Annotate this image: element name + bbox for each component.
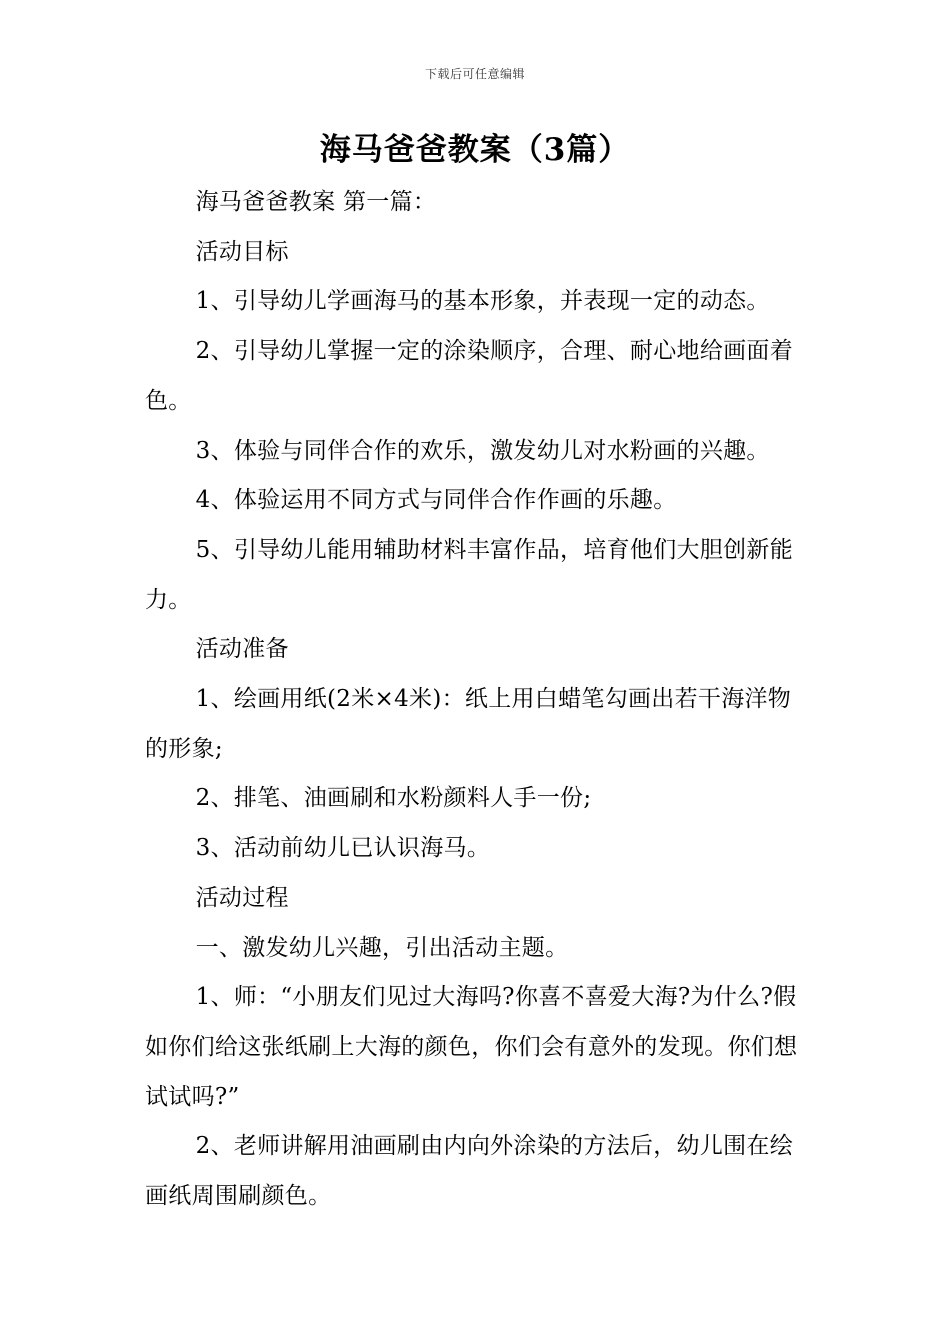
section-heading-process: 活动过程 — [195, 884, 289, 911]
goal-item-5: 5、引导幼儿能用辅助材料丰富作品，培育他们大胆创新能力。 — [145, 536, 794, 613]
process-step-heading-1: 一、激发幼儿兴趣，引出活动主题。 — [195, 934, 569, 961]
section-heading-preparation: 活动准备 — [195, 636, 289, 663]
process-item-1: 1、师：“小朋友们见过大海吗?你喜不喜爱大海?为什么?假如你们给这张纸刷上大海的颜色，你们会有意外的发现。你们想试试吗?” — [145, 984, 798, 1110]
process-item-2: 2、老师讲解用油画刷由内向外涂染的方法后，幼儿围在绘画纸周围刷颜色。 — [145, 1133, 794, 1210]
goal-item-4: 4、体验运用不同方式与同伴合作作画的乐趣。 — [195, 487, 677, 514]
preparation-item-3: 3、活动前幼儿已认识海马。 — [195, 835, 491, 862]
goal-item-1: 1、引导幼儿学画海马的基本形象，并表现一定的动态。 — [195, 288, 770, 315]
page-header-note: 下载后可任意编辑 — [424, 67, 525, 81]
section-heading-goals: 活动目标 — [195, 238, 289, 265]
goal-item-2: 2、引导幼儿掌握一定的涂染顺序，合理、耐心地给画面着色。 — [145, 338, 794, 414]
preparation-item-1: 1、绘画用纸(2米×4米)：纸上用白蜡笔勾画出若干海洋物的形象; — [145, 686, 792, 762]
goal-item-3: 3、体验与同伴合作的欢乐，激发幼儿对水粉画的兴趣。 — [195, 437, 770, 464]
section-heading-part-one: 海马爸爸教案 第一篇： — [195, 189, 437, 215]
document-title: 海马爸爸教案（3篇） — [319, 132, 631, 168]
preparation-item-2: 2、排笔、油画刷和水粉颜料人手一份; — [195, 785, 592, 812]
document-body — [145, 178, 810, 1222]
